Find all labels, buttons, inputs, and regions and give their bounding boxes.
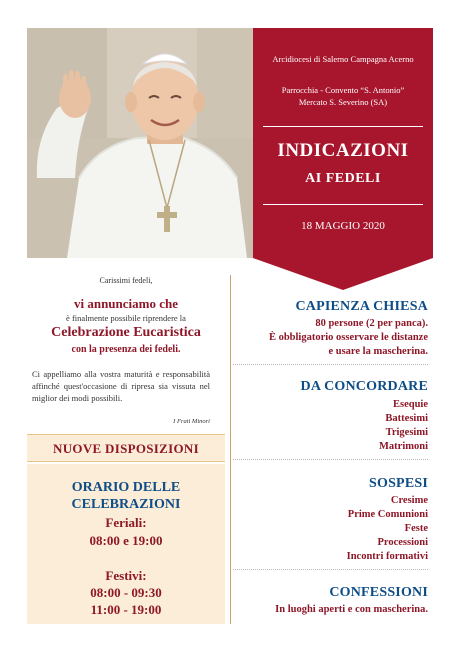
suspended-heading: SOSPESI [369,476,428,491]
new-dispositions-header [27,434,225,462]
schedule-box [27,464,225,624]
diocese-label: Arcidiocesi di Salerno Campagna Acerno [272,54,414,64]
agree-heading: DA CONCORDARE [300,379,428,394]
signature: I Frati Minori [173,418,210,425]
suspended-item: Feste [404,523,428,534]
pope-photo [27,28,253,258]
agree-item: Matrimoni [379,441,428,452]
announce-heading: vi annunciamo che [73,296,178,311]
pope-illustration [27,28,253,258]
confessions-line: In luoghi aperti e con mascherina. [275,604,428,615]
weekdays-label: Feriali: [105,515,147,530]
suspended-item: Processioni [377,537,428,548]
schedule-title-line2: CELEBRAZIONI [71,497,181,512]
column-divider [230,275,231,624]
parish-location: Mercato S. Severino (SA) [298,97,388,107]
suspended-item: Incontri formativi [346,551,428,562]
notice-date: 18 MAGGIO 2020 [301,220,385,232]
new-dispositions-title: NUOVE DISPOSIZIONI [53,441,199,456]
agree-item: Trigesimi [385,427,428,438]
presence-text: con la presenza dei fedeli. [71,344,181,355]
section-separator [233,459,428,460]
agree-item: Battesimi [385,413,428,424]
section-separator [233,364,428,365]
holidays-time-2: 11:00 - 19:00 [90,602,162,617]
celebration-heading: Celebrazione Eucaristica [51,325,201,340]
suspended-item: Cresime [390,495,428,506]
capacity-line-3: e usare la mascherina. [328,346,428,357]
section-separator [233,569,428,570]
banner-divider-bottom [263,204,423,205]
agree-item: Esequie [392,399,428,410]
holidays-time-1: 08:00 - 09:30 [90,585,162,600]
confessions-heading: CONFESSIONI [329,585,428,600]
greeting-text: Carissimi fedeli, [99,276,153,285]
schedule-title-line1: ORARIO DELLE [71,480,181,495]
capacity-line-2: È obbligatorio osservare le distanze [268,332,428,343]
possible-text: è finalmente possibile riprendere la [66,313,186,323]
appeal-paragraph: Ci appelliamo alla vostra maturità e responsabilità affinché quest'occasione di ripresa sia vissuta nel miglior dei modi possibili. [32,369,210,403]
capacity-line-1: 80 persone (2 per panca). [315,318,428,329]
weekdays-times: 08:00 e 19:00 [89,533,163,548]
capacity-heading: CAPIENZA CHIESA [295,299,428,314]
suspended-item: Prime Comunioni [347,509,428,520]
parish-label: Parrocchia - Convento “S. Antonio” [281,85,405,95]
holidays-label: Festivi: [105,568,147,583]
banner-divider-top [263,126,423,127]
page-title: INDICAZIONI [277,140,409,161]
page-subtitle: AI FEDELI [305,171,381,186]
